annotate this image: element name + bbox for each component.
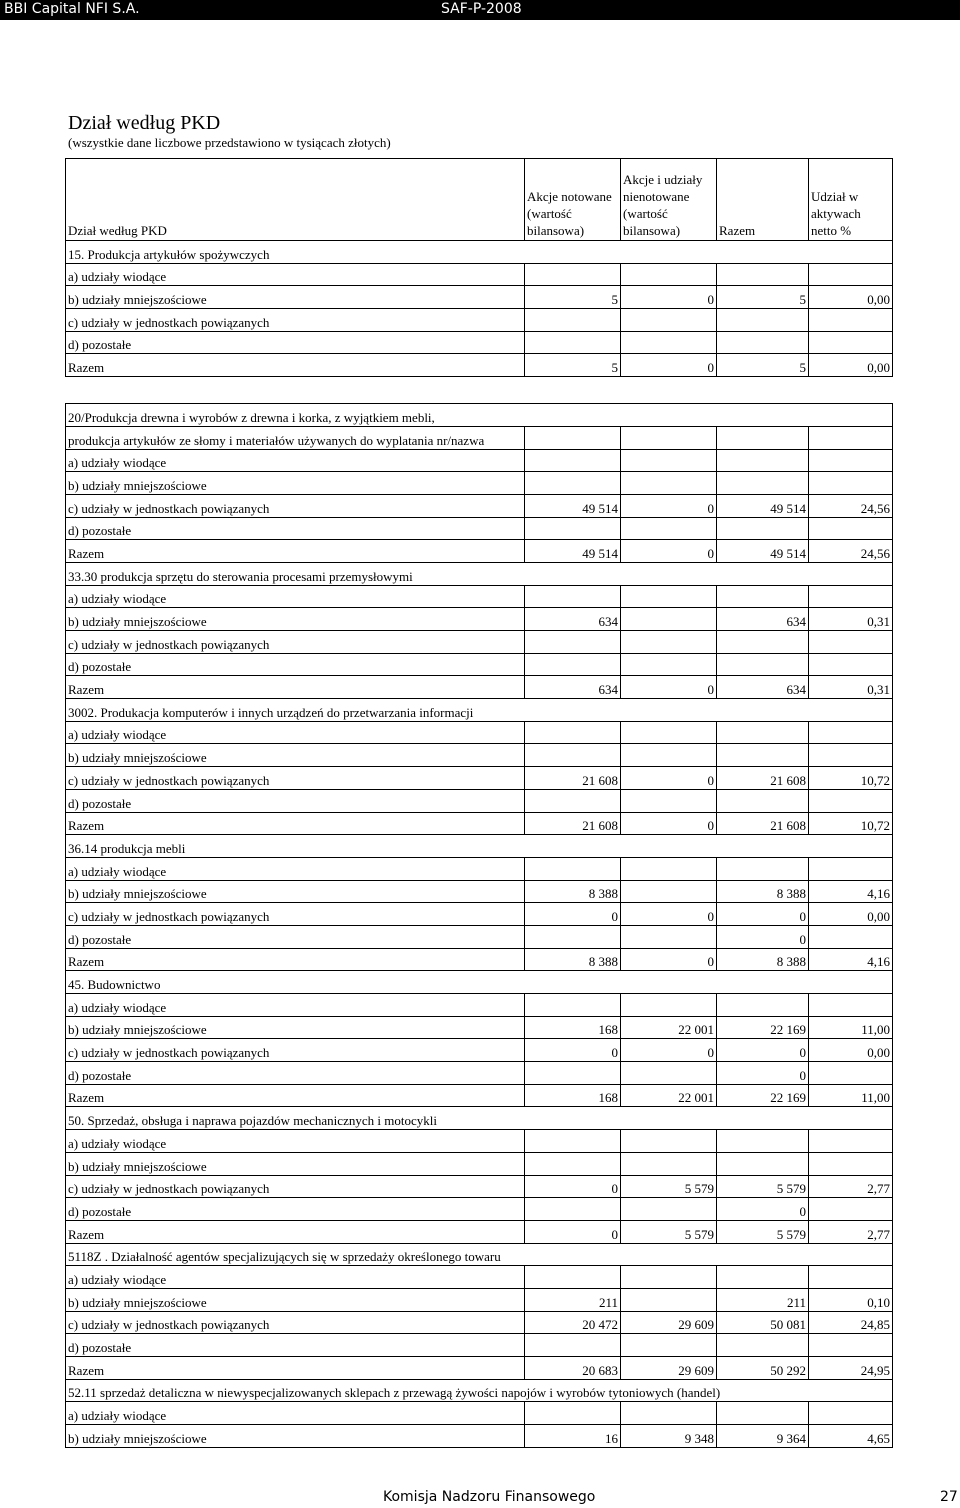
- table-row: [66, 631, 893, 654]
- unlisted-value: [621, 472, 717, 495]
- share-value: 10,72: [809, 812, 893, 835]
- unlisted-value: [621, 994, 717, 1017]
- unlisted-value: 0: [621, 903, 717, 926]
- total-value: 8 388: [717, 880, 809, 903]
- row-label: Razem: [66, 812, 525, 835]
- total-value: 22 169: [717, 1016, 809, 1039]
- row-label: d) pozostałe: [66, 789, 525, 812]
- section-header-row: [66, 971, 893, 994]
- total-value: [717, 857, 809, 880]
- pkd-table: [65, 158, 893, 1448]
- share-value: [809, 309, 893, 332]
- share-value: 11,00: [809, 1016, 893, 1039]
- table-row: [66, 309, 893, 332]
- row-label: b) udziały mniejszościowe: [66, 880, 525, 903]
- table-row: [66, 925, 893, 948]
- total-value: [717, 1266, 809, 1289]
- unlisted-value: 0: [621, 354, 717, 377]
- share-value: 0,00: [809, 286, 893, 309]
- row-label: b) udziały mniejszościowe: [66, 608, 525, 631]
- listed-value: [525, 653, 621, 676]
- listed-value: [525, 1130, 621, 1153]
- total-value: 50 292: [717, 1357, 809, 1380]
- section-header-row: [66, 562, 893, 585]
- row-label: b) udziały mniejszościowe: [66, 1425, 525, 1448]
- page-title: Dział według PKD: [68, 112, 221, 134]
- listed-value: [525, 263, 621, 286]
- share-value: [809, 1334, 893, 1357]
- col-header-unlisted: Akcje i udziały nienotowane (wartość bilansowa): [621, 159, 717, 241]
- unlisted-value: 0: [621, 676, 717, 699]
- table-row: [66, 721, 893, 744]
- table-row: [66, 1130, 893, 1153]
- share-value: 0,00: [809, 354, 893, 377]
- section-title: 3002. Produkacja komputerów i innych urządzeń do przetwarzania informacji: [66, 699, 893, 722]
- table-row: [66, 449, 893, 472]
- total-value: [717, 653, 809, 676]
- table-row: [66, 1425, 893, 1448]
- listed-value: [525, 1402, 621, 1425]
- section-title: 36.14 produkcja mebli: [66, 835, 893, 858]
- listed-value: [525, 472, 621, 495]
- share-value: [809, 789, 893, 812]
- row-label: a) udziały wiodące: [66, 994, 525, 1017]
- unlisted-value: [621, 331, 717, 354]
- unlisted-value: [621, 449, 717, 472]
- report-code: SAF-P-2008: [441, 1, 522, 17]
- listed-value: 8 388: [525, 948, 621, 971]
- share-value: 11,00: [809, 1084, 893, 1107]
- listed-value: 5: [525, 354, 621, 377]
- row-label: Razem: [66, 1084, 525, 1107]
- table-row: [66, 994, 893, 1017]
- row-label: c) udziały w jednostkach powiązanych: [66, 631, 525, 654]
- share-value: 0,31: [809, 608, 893, 631]
- col-header-pkd: Dział według PKD: [66, 159, 525, 241]
- table-row: [66, 1220, 893, 1243]
- unlisted-value: 9 348: [621, 1425, 717, 1448]
- row-label: Razem: [66, 540, 525, 563]
- row-label: c) udziały w jednostkach powiązanych: [66, 1175, 525, 1198]
- listed-value: [525, 309, 621, 332]
- share-value: [809, 1402, 893, 1425]
- unlisted-value: [621, 744, 717, 767]
- section-header-row: [66, 835, 893, 858]
- table-row: [66, 472, 893, 495]
- listed-value: [525, 517, 621, 540]
- listed-value: 0: [525, 1039, 621, 1062]
- unlisted-value: [621, 585, 717, 608]
- row-label: c) udziały w jednostkach powiązanych: [66, 1311, 525, 1334]
- listed-value: [525, 744, 621, 767]
- company-name: BBI Capital NFI S.A.: [4, 1, 140, 17]
- total-value: 634: [717, 608, 809, 631]
- empty-cell: [809, 426, 893, 449]
- listed-value: 20 472: [525, 1311, 621, 1334]
- unlisted-value: 5 579: [621, 1175, 717, 1198]
- section-header-row: [66, 699, 893, 722]
- total-value: 21 608: [717, 767, 809, 790]
- table-row: [66, 1334, 893, 1357]
- total-value: 211: [717, 1288, 809, 1311]
- row-label: Razem: [66, 1357, 525, 1380]
- section-header-row: [66, 1107, 893, 1130]
- total-value: [717, 631, 809, 654]
- listed-value: 5: [525, 286, 621, 309]
- unlisted-value: 0: [621, 494, 717, 517]
- listed-value: 21 608: [525, 767, 621, 790]
- table-row: [66, 676, 893, 699]
- row-label: a) udziały wiodące: [66, 857, 525, 880]
- listed-value: [525, 925, 621, 948]
- share-value: 0,00: [809, 903, 893, 926]
- listed-value: 0: [525, 1175, 621, 1198]
- total-value: [717, 1152, 809, 1175]
- unlisted-value: 22 001: [621, 1084, 717, 1107]
- share-value: [809, 585, 893, 608]
- listed-value: 634: [525, 608, 621, 631]
- unlisted-value: 0: [621, 286, 717, 309]
- table-row: [66, 494, 893, 517]
- share-value: [809, 744, 893, 767]
- section-title: 33.30 produkcja sprzętu do sterowania procesami przemysłowymi: [66, 562, 893, 585]
- table-row: [66, 653, 893, 676]
- unlisted-value: [621, 631, 717, 654]
- total-value: [717, 331, 809, 354]
- share-value: 24,95: [809, 1357, 893, 1380]
- row-label: b) udziały mniejszościowe: [66, 472, 525, 495]
- row-label: d) pozostałe: [66, 1198, 525, 1221]
- share-value: [809, 1198, 893, 1221]
- table-row: [66, 812, 893, 835]
- unlisted-value: 0: [621, 767, 717, 790]
- unlisted-value: [621, 857, 717, 880]
- listed-value: [525, 449, 621, 472]
- share-value: [809, 1062, 893, 1085]
- share-value: 4,16: [809, 948, 893, 971]
- empty-cell: [717, 426, 809, 449]
- row-label: b) udziały mniejszościowe: [66, 286, 525, 309]
- col-header-total: Razem: [717, 159, 809, 241]
- share-value: [809, 472, 893, 495]
- table-row: [66, 903, 893, 926]
- section-header-row: [66, 426, 893, 449]
- table-row: [66, 857, 893, 880]
- table-row: [66, 1288, 893, 1311]
- listed-value: [525, 857, 621, 880]
- unlisted-value: [621, 1198, 717, 1221]
- total-value: [717, 721, 809, 744]
- section-title: 20/Produkcja drewna i wyrobów z drewna i korka, z wyjątkiem mebli,: [66, 404, 893, 427]
- unlisted-value: [621, 309, 717, 332]
- unlisted-value: [621, 880, 717, 903]
- share-value: 0,31: [809, 676, 893, 699]
- row-label: Razem: [66, 948, 525, 971]
- listed-value: 168: [525, 1084, 621, 1107]
- section-header-row: [66, 404, 893, 427]
- unlisted-value: [621, 1266, 717, 1289]
- listed-value: 21 608: [525, 812, 621, 835]
- unlisted-value: [621, 517, 717, 540]
- table-row: [66, 286, 893, 309]
- listed-value: [525, 1198, 621, 1221]
- unlisted-value: [621, 1288, 717, 1311]
- share-value: [809, 1152, 893, 1175]
- total-value: 0: [717, 1062, 809, 1085]
- table-row: [66, 517, 893, 540]
- listed-value: 49 514: [525, 494, 621, 517]
- row-label: d) pozostałe: [66, 1334, 525, 1357]
- share-value: [809, 631, 893, 654]
- total-value: 5 579: [717, 1220, 809, 1243]
- unlisted-value: [621, 1334, 717, 1357]
- unlisted-value: 22 001: [621, 1016, 717, 1039]
- listed-value: 168: [525, 1016, 621, 1039]
- table-row: [66, 1039, 893, 1062]
- listed-value: [525, 1062, 621, 1085]
- unlisted-value: 5 579: [621, 1220, 717, 1243]
- table-row: [66, 1198, 893, 1221]
- row-label: c) udziały w jednostkach powiązanych: [66, 767, 525, 790]
- total-value: 49 514: [717, 494, 809, 517]
- share-value: [809, 449, 893, 472]
- unlisted-value: 29 609: [621, 1311, 717, 1334]
- table-row: [66, 1062, 893, 1085]
- total-value: [717, 744, 809, 767]
- row-label: b) udziały mniejszościowe: [66, 744, 525, 767]
- table-row: [66, 585, 893, 608]
- share-value: [809, 721, 893, 744]
- table-row: [66, 948, 893, 971]
- row-label: d) pozostałe: [66, 925, 525, 948]
- share-value: 2,77: [809, 1175, 893, 1198]
- listed-value: [525, 585, 621, 608]
- share-value: 0,10: [809, 1288, 893, 1311]
- share-value: [809, 517, 893, 540]
- unlisted-value: [621, 653, 717, 676]
- row-label: b) udziały mniejszościowe: [66, 1016, 525, 1039]
- share-value: [809, 857, 893, 880]
- unlisted-value: [621, 1062, 717, 1085]
- total-value: 8 388: [717, 948, 809, 971]
- row-label: a) udziały wiodące: [66, 1402, 525, 1425]
- total-value: [717, 1130, 809, 1153]
- spacer-row: [66, 377, 893, 404]
- total-value: [717, 1402, 809, 1425]
- table-row: [66, 540, 893, 563]
- row-label: a) udziały wiodące: [66, 1266, 525, 1289]
- col-header-share: Udział w aktywach netto %: [809, 159, 893, 241]
- listed-value: [525, 1334, 621, 1357]
- unlisted-value: [621, 1152, 717, 1175]
- share-value: 24,85: [809, 1311, 893, 1334]
- footer-text: Komisja Nadzoru Finansowego: [383, 1489, 596, 1505]
- total-value: 634: [717, 676, 809, 699]
- page-header-bar: [0, 0, 960, 20]
- row-label: c) udziały w jednostkach powiązanych: [66, 1039, 525, 1062]
- total-value: [717, 472, 809, 495]
- total-value: [717, 263, 809, 286]
- table-row: [66, 767, 893, 790]
- unlisted-value: [621, 608, 717, 631]
- row-label: d) pozostałe: [66, 1062, 525, 1085]
- unlisted-value: [621, 263, 717, 286]
- row-label: d) pozostałe: [66, 653, 525, 676]
- section-title: 50. Sprzedaż, obsługa i naprawa pojazdów mechanicznych i motocykli: [66, 1107, 893, 1130]
- unlisted-value: 29 609: [621, 1357, 717, 1380]
- share-value: [809, 1130, 893, 1153]
- table-row: [66, 1084, 893, 1107]
- col-header-listed: Akcje notowane (wartość bilansowa): [525, 159, 621, 241]
- listed-value: [525, 631, 621, 654]
- section-title: 45. Budownictwo: [66, 971, 893, 994]
- table-row: [66, 331, 893, 354]
- row-label: a) udziały wiodące: [66, 585, 525, 608]
- listed-value: [525, 994, 621, 1017]
- row-label: a) udziały wiodące: [66, 721, 525, 744]
- total-value: 5: [717, 286, 809, 309]
- table-row: [66, 880, 893, 903]
- table-row: [66, 1311, 893, 1334]
- total-value: 0: [717, 1198, 809, 1221]
- total-value: [717, 994, 809, 1017]
- share-value: [809, 925, 893, 948]
- listed-value: [525, 331, 621, 354]
- section-header-row: [66, 1379, 893, 1402]
- listed-value: 634: [525, 676, 621, 699]
- row-label: d) pozostałe: [66, 331, 525, 354]
- listed-value: 49 514: [525, 540, 621, 563]
- total-value: 0: [717, 903, 809, 926]
- total-value: [717, 585, 809, 608]
- listed-value: [525, 1266, 621, 1289]
- total-value: 0: [717, 1039, 809, 1062]
- total-value: 9 364: [717, 1425, 809, 1448]
- listed-value: 16: [525, 1425, 621, 1448]
- total-value: [717, 309, 809, 332]
- unlisted-value: 0: [621, 812, 717, 835]
- table-row: [66, 1402, 893, 1425]
- unlisted-value: [621, 789, 717, 812]
- table-header-row: [66, 159, 893, 241]
- table-row: [66, 263, 893, 286]
- unlisted-value: 0: [621, 540, 717, 563]
- unlisted-value: [621, 1130, 717, 1153]
- share-value: [809, 331, 893, 354]
- row-label: b) udziały mniejszościowe: [66, 1288, 525, 1311]
- listed-value: 211: [525, 1288, 621, 1311]
- page-number: 27: [940, 1489, 958, 1505]
- row-label: c) udziały w jednostkach powiązanych: [66, 309, 525, 332]
- row-label: b) udziały mniejszościowe: [66, 1152, 525, 1175]
- unlisted-value: [621, 1402, 717, 1425]
- share-value: 4,16: [809, 880, 893, 903]
- total-value: [717, 1334, 809, 1357]
- total-value: 49 514: [717, 540, 809, 563]
- total-value: 21 608: [717, 812, 809, 835]
- row-label: c) udziały w jednostkach powiązanych: [66, 494, 525, 517]
- section-title-continued: produkcja artykułów ze słomy i materiałów używanych do wyplatania nr/nazwa: [66, 426, 525, 449]
- total-value: 50 081: [717, 1311, 809, 1334]
- total-value: [717, 449, 809, 472]
- total-value: [717, 789, 809, 812]
- table-row: [66, 608, 893, 631]
- share-value: 0,00: [809, 1039, 893, 1062]
- total-value: 22 169: [717, 1084, 809, 1107]
- share-value: [809, 263, 893, 286]
- section-header-row: [66, 1243, 893, 1266]
- share-value: [809, 994, 893, 1017]
- listed-value: 0: [525, 1220, 621, 1243]
- section-header-row: [66, 241, 893, 264]
- unlisted-value: 0: [621, 948, 717, 971]
- share-value: 4,65: [809, 1425, 893, 1448]
- section-title: 52.11 sprzedaż detaliczna w niewyspecjalizowanych sklepach z przewagą żywości napojów i wyrobów tytoniowych (handel): [66, 1379, 893, 1402]
- table-row: [66, 1175, 893, 1198]
- listed-value: 8 388: [525, 880, 621, 903]
- table-row: [66, 1266, 893, 1289]
- listed-value: [525, 721, 621, 744]
- total-value: 5: [717, 354, 809, 377]
- unlisted-value: [621, 721, 717, 744]
- section-title: 15. Produkcja artykułów spożywczych: [66, 241, 893, 264]
- row-label: a) udziały wiodące: [66, 449, 525, 472]
- empty-cell: [525, 426, 621, 449]
- unlisted-value: 0: [621, 1039, 717, 1062]
- section-title: 5118Z . Działalność agentów specjalizujących się w sprzedaży określonego towaru: [66, 1243, 893, 1266]
- row-label: a) udziały wiodące: [66, 1130, 525, 1153]
- share-value: 24,56: [809, 540, 893, 563]
- table-row: [66, 1152, 893, 1175]
- row-label: a) udziały wiodące: [66, 263, 525, 286]
- page-subtitle: (wszystkie dane liczbowe przedstawiono w tysiącach złotych): [68, 135, 391, 150]
- share-value: 2,77: [809, 1220, 893, 1243]
- table-row: [66, 1357, 893, 1380]
- row-label: Razem: [66, 354, 525, 377]
- share-value: 10,72: [809, 767, 893, 790]
- row-label: Razem: [66, 676, 525, 699]
- share-value: [809, 653, 893, 676]
- table-row: [66, 744, 893, 767]
- share-value: 24,56: [809, 494, 893, 517]
- share-value: [809, 1266, 893, 1289]
- spacer-cell: [66, 377, 893, 404]
- listed-value: [525, 789, 621, 812]
- row-label: c) udziały w jednostkach powiązanych: [66, 903, 525, 926]
- unlisted-value: [621, 925, 717, 948]
- table-row: [66, 354, 893, 377]
- total-value: 0: [717, 925, 809, 948]
- total-value: 5 579: [717, 1175, 809, 1198]
- listed-value: 20 683: [525, 1357, 621, 1380]
- row-label: d) pozostałe: [66, 517, 525, 540]
- table-row: [66, 789, 893, 812]
- listed-value: [525, 1152, 621, 1175]
- empty-cell: [621, 426, 717, 449]
- total-value: [717, 517, 809, 540]
- listed-value: 0: [525, 903, 621, 926]
- table-row: [66, 1016, 893, 1039]
- row-label: Razem: [66, 1220, 525, 1243]
